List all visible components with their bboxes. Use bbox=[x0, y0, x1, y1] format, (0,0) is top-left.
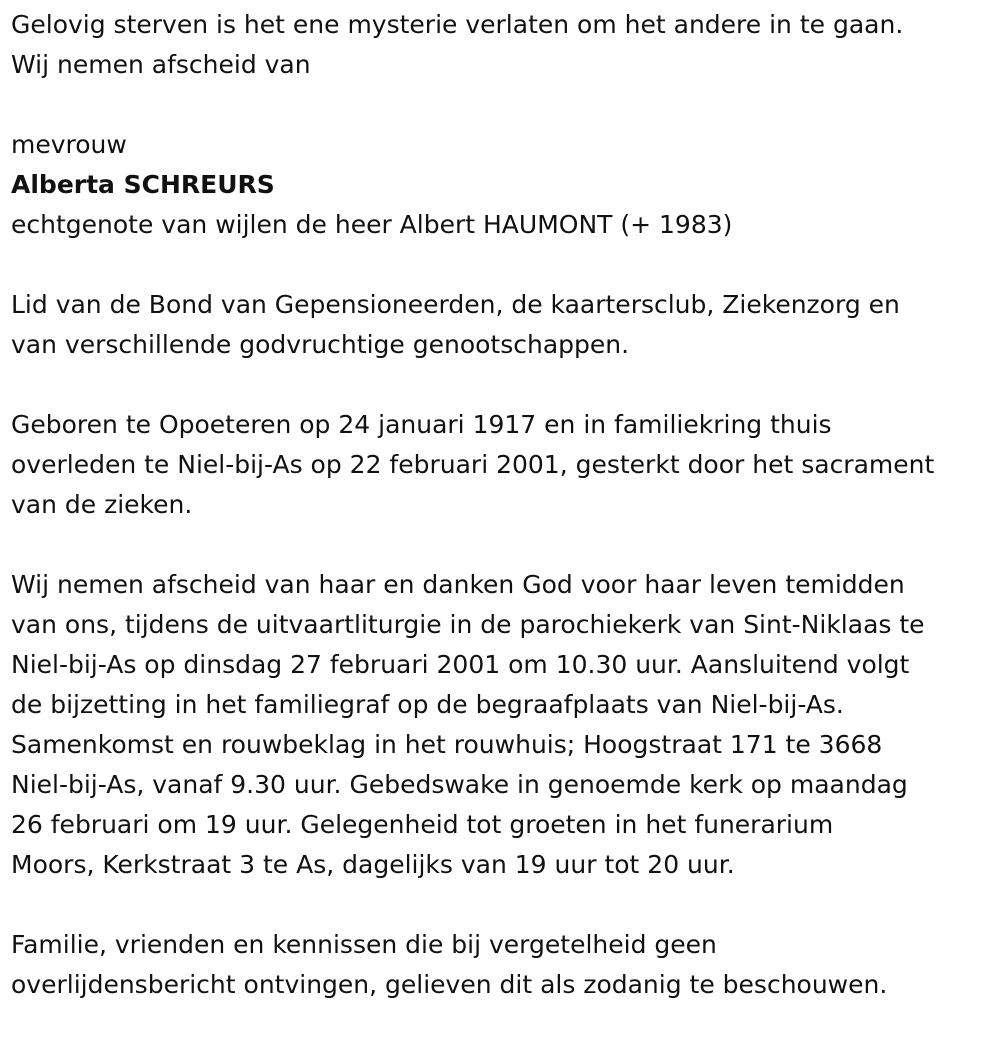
spouse-line: echtgenote van wijlen de heer Albert HAUMONT (+ 1983) bbox=[11, 210, 733, 239]
funeral-line: de bijzetting in het familiegraf op de begraafplaats van Niel-bij-As. bbox=[11, 690, 844, 719]
funeral-line: Niel-bij-As op dinsdag 27 februari 2001 om 10.30 uur. Aansluitend volgt bbox=[11, 650, 910, 679]
closing-line: overlijdensbericht ontvingen, gelieven dit als zodanig te beschouwen. bbox=[11, 970, 888, 999]
membership-paragraph bbox=[11, 285, 996, 365]
spacer bbox=[11, 885, 996, 925]
birth-death-line: Geboren te Opoeteren op 24 januari 1917 en in familiekring thuis bbox=[11, 410, 832, 439]
membership-line: van verschillende godvruchtige genootschappen. bbox=[11, 330, 630, 359]
deceased-name: Alberta SCHREURS bbox=[11, 170, 275, 199]
funeral-line: Niel-bij-As, vanaf 9.30 uur. Gebedswake in genoemde kerk op maandag bbox=[11, 770, 908, 799]
intro-line: Gelovig sterven is het ene mysterie verlaten om het andere in te gaan. bbox=[11, 10, 904, 39]
spacer bbox=[11, 245, 996, 285]
funeral-line: van ons, tijdens de uitvaartliturgie in de parochiekerk van Sint-Niklaas te bbox=[11, 610, 925, 639]
spacer bbox=[11, 85, 996, 125]
intro-paragraph bbox=[11, 5, 996, 85]
membership-line: Lid van de Bond van Gepensioneerden, de kaartersclub, Ziekenzorg en bbox=[11, 290, 900, 319]
funeral-line: Samenkomst en rouwbeklag in het rouwhuis; Hoogstraat 171 te 3668 bbox=[11, 730, 883, 759]
closing-paragraph bbox=[11, 925, 996, 1005]
funeral-line: Wij nemen afscheid van haar en danken God voor haar leven temidden bbox=[11, 570, 905, 599]
birth-death-paragraph bbox=[11, 405, 996, 525]
closing-line: Familie, vrienden en kennissen die bij vergetelheid geen bbox=[11, 930, 717, 959]
spacer bbox=[11, 525, 996, 565]
birth-death-line: overleden te Niel-bij-As op 22 februari 2001, gesterkt door het sacrament bbox=[11, 450, 935, 479]
obituary-document bbox=[11, 5, 996, 1005]
title-prefix: mevrouw bbox=[11, 130, 127, 159]
funeral-line: Moors, Kerkstraat 3 te As, dagelijks van 19 uur tot 20 uur. bbox=[11, 850, 735, 879]
funeral-line: 26 februari om 19 uur. Gelegenheid tot groeten in het funerarium bbox=[11, 810, 834, 839]
intro-line: Wij nemen afscheid van bbox=[11, 50, 311, 79]
spacer bbox=[11, 365, 996, 405]
birth-death-line: van de zieken. bbox=[11, 490, 193, 519]
funeral-paragraph bbox=[11, 565, 996, 885]
